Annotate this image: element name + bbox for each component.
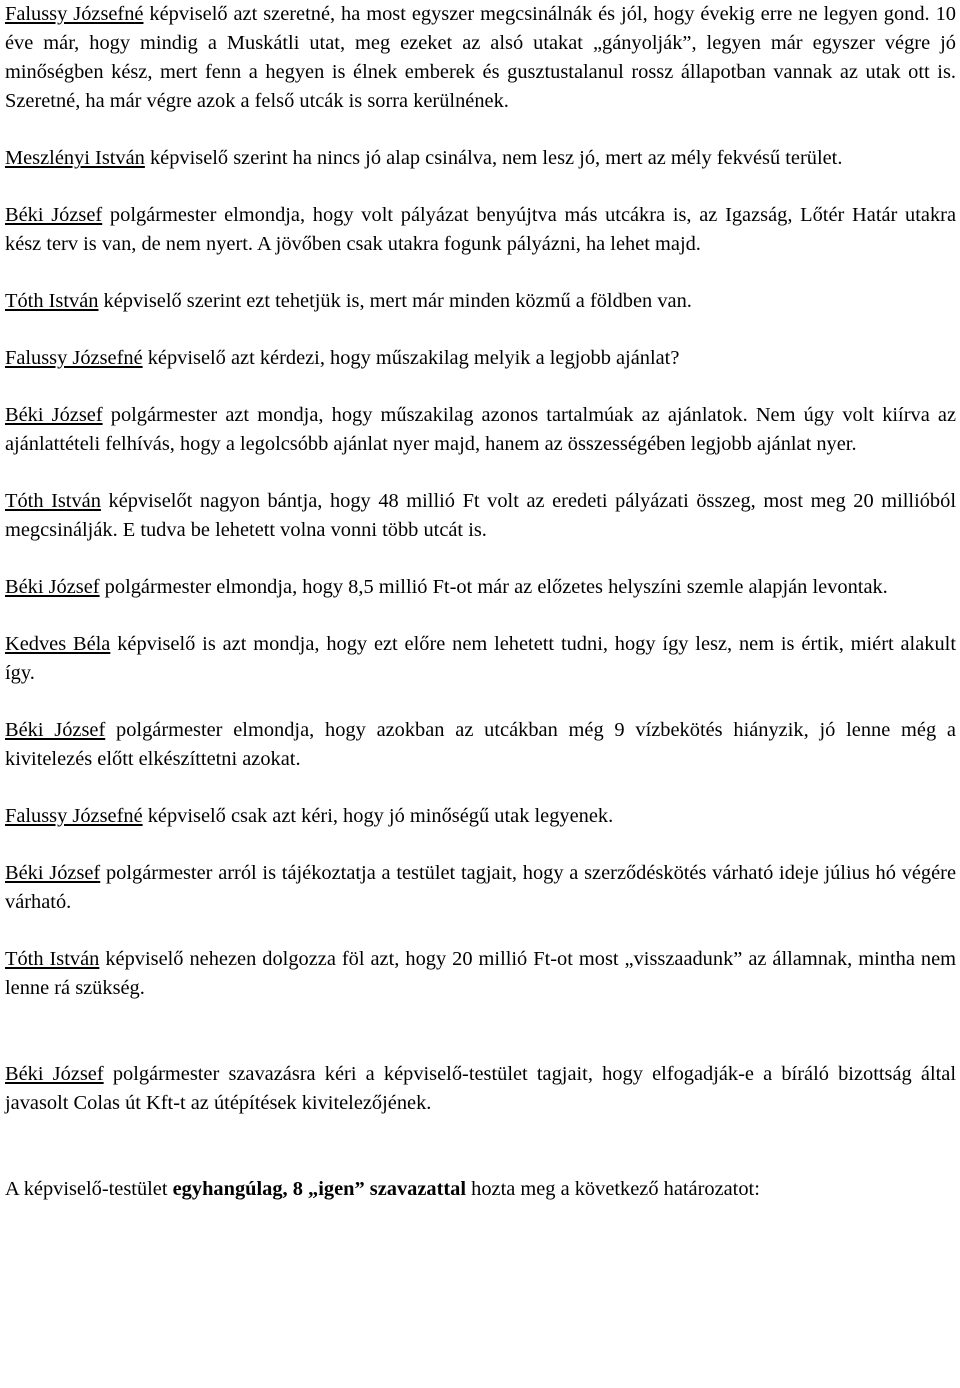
paragraph-4 [5, 287, 956, 316]
speaker-name: Béki József [5, 1063, 104, 1085]
paragraph-text: polgármester szavazásra kéri a képviselő-testület tagjait, hogy elfogadják-e a bíráló bizottság által javasolt Colas út Kft-t az útépítések kivitelezőjének. [5, 1063, 956, 1114]
speaker-name: Falussy Józsefné [5, 805, 143, 827]
paragraph-10 [5, 716, 956, 774]
resolution-intro-tail: hozta meg a következő határozatot: [466, 1178, 760, 1200]
speaker-name: Falussy Józsefné [5, 3, 144, 25]
speaker-name: Béki József [5, 576, 100, 598]
resolution-intro-text: A képviselő-testület [5, 1178, 173, 1200]
paragraph-text: polgármester arról is tájékoztatja a testület tagjait, hogy a szerződéskötés várható ideje július hó végére várható. [5, 862, 956, 913]
paragraph-text: képviselő nehezen dolgozza föl azt, hogy 20 millió Ft-ot most „visszaadunk” az államnak, mintha nem lenne rá szükség. [5, 948, 956, 999]
paragraph-text: képviselő is azt mondja, hogy ezt előre nem lehetett tudni, hogy így lesz, nem is értik, miért alakult így. [5, 633, 956, 684]
paragraph-text: polgármester elmondja, hogy azokban az utcákban még 9 vízbekötés hiányzik, jó lenne még a kivitelezés előtt elkészíttetni azokat. [5, 719, 956, 770]
speaker-name: Meszlényi István [5, 147, 145, 169]
paragraph-text: képviselő azt szeretné, ha most egyszer megcsinálnák és jól, hogy évekig erre ne legyen gond. 10 éve már, hogy mindig a Muskátli utat, meg ezeket az alsó utakat „gányolják”, legyen már egyszer végre jó minőségben kész, mert fenn a hegyen is élnek emberek és gusztustalanul rossz állapotban vannak az utak ott is. Szeretné, ha már végre azok a felső utcák is sorra kerülnének. [5, 3, 956, 112]
paragraph-13 [5, 945, 956, 1003]
paragraph-6 [5, 401, 956, 459]
paragraph-text: képviselő azt kérdezi, hogy műszakilag melyik a legjobb ajánlat? [142, 347, 680, 369]
vote-result: egyhangúlag, 8 „igen” szavazattal [172, 1178, 467, 1200]
paragraph-text: polgármester elmondja, hogy volt pályázat benyújtva más utcákra is, az Igazság, Lőtér Határ utakra kész terv is van, de nem nyert. A jövőben csak utakra fogunk pályázni, ha lehet majd. [5, 204, 956, 255]
paragraph-text: képviselő szerint ha nincs jó alap csinálva, nem lesz jó, mert az mély fekvésű terület. [144, 147, 843, 169]
paragraph-11 [5, 802, 956, 831]
speaker-name: Béki József [5, 862, 101, 884]
paragraph-5 [5, 344, 956, 373]
paragraph-1 [5, 0, 956, 116]
resolution-intro [5, 1175, 956, 1204]
document-page [5, 0, 956, 1204]
speaker-name: Falussy Józsefné [5, 347, 143, 369]
speaker-name: Tóth István [5, 490, 101, 512]
paragraph-text: képviselőt nagyon bántja, hogy 48 millió Ft volt az eredeti pályázati összeg, most meg 20 millióból megcsinálják. E tudva be lehetett volna vonni több utcát is. [5, 490, 956, 541]
paragraph-7 [5, 487, 956, 545]
speaker-name: Béki József [5, 204, 103, 226]
speaker-name: Tóth István [5, 290, 99, 312]
paragraph-text: képviselő szerint ezt tehetjük is, mert már minden közmű a földben van. [98, 290, 692, 312]
paragraph-text: polgármester elmondja, hogy 8,5 millió Ft-ot már az előzetes helyszíni szemle alapján levontak. [99, 576, 888, 598]
paragraph-2 [5, 144, 956, 173]
speaker-name: Béki József [5, 719, 106, 741]
paragraph-3 [5, 201, 956, 259]
paragraph-8 [5, 573, 956, 602]
paragraph-12 [5, 859, 956, 917]
paragraph-text: polgármester azt mondja, hogy műszakilag azonos tartalmúak az ajánlatok. Nem úgy volt kiírva az ajánlattételi felhívás, hogy a legolcsóbb ajánlat nyer majd, hanem az összességében legjobb ajánlat nyer. [5, 404, 956, 455]
paragraph-14 [5, 1060, 956, 1118]
paragraph-text: képviselő csak azt kéri, hogy jó minőségű utak legyenek. [142, 805, 614, 827]
speaker-name: Kedves Béla [5, 633, 111, 655]
speaker-name: Béki József [5, 404, 103, 426]
speaker-name: Tóth István [5, 948, 100, 970]
paragraph-9 [5, 630, 956, 688]
